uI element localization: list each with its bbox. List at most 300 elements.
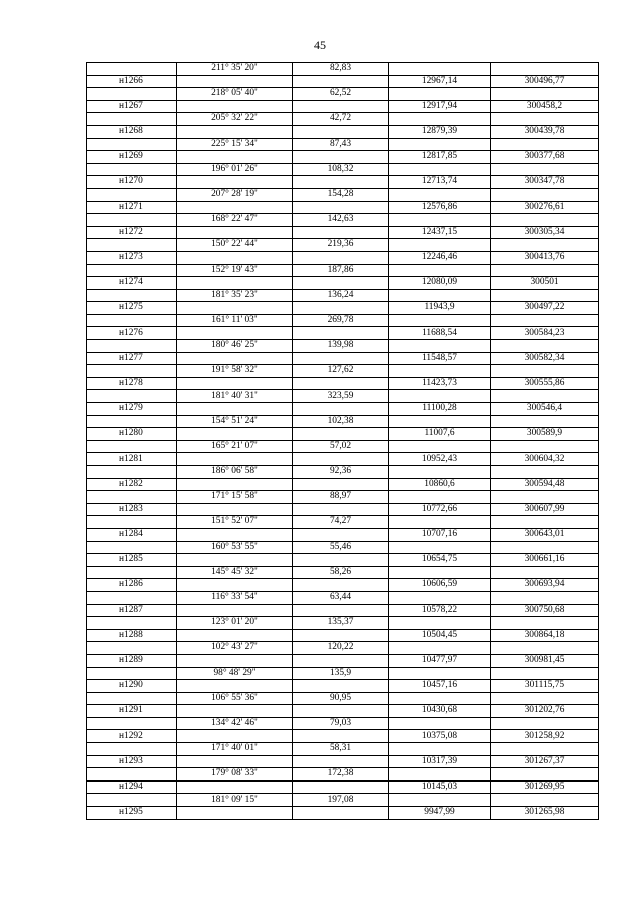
direction-angle-cell xyxy=(177,226,293,239)
table-row xyxy=(87,264,599,277)
direction-angle-cell: 145° 45' 32" xyxy=(177,566,293,579)
distance-cell xyxy=(293,503,389,516)
direction-angle-cell: 181° 09' 15" xyxy=(177,794,293,807)
table-row xyxy=(87,528,599,541)
point-name-cell xyxy=(87,692,177,705)
table-row xyxy=(87,579,599,592)
direction-angle-cell: 134° 42' 46" xyxy=(177,717,293,730)
y-coordinate-cell: 300584,23 xyxy=(491,327,599,340)
distance-cell: 63,44 xyxy=(293,591,389,604)
point-name-cell: н1286 xyxy=(87,579,177,592)
y-coordinate-cell xyxy=(491,566,599,579)
distance-cell xyxy=(293,403,389,416)
distance-cell xyxy=(293,226,389,239)
x-coordinate-cell xyxy=(389,794,491,807)
point-name-cell: н1287 xyxy=(87,604,177,617)
point-name-cell: н1284 xyxy=(87,528,177,541)
distance-cell: 57,02 xyxy=(293,440,389,453)
x-coordinate-cell: 12246,46 xyxy=(389,251,491,264)
x-coordinate-cell: 12713,74 xyxy=(389,176,491,189)
table-row xyxy=(87,314,599,327)
point-name-cell xyxy=(87,642,177,655)
table-row xyxy=(87,390,599,403)
table-row xyxy=(87,113,599,126)
x-coordinate-cell: 10772,66 xyxy=(389,503,491,516)
table-row xyxy=(87,617,599,630)
table-row xyxy=(87,453,599,466)
distance-cell: 219,36 xyxy=(293,239,389,252)
distance-cell: 74,27 xyxy=(293,516,389,529)
distance-cell xyxy=(293,125,389,138)
distance-cell: 92,36 xyxy=(293,466,389,479)
x-coordinate-cell: 10578,22 xyxy=(389,604,491,617)
point-name-cell: н1268 xyxy=(87,125,177,138)
point-name-cell xyxy=(87,63,177,76)
table-row xyxy=(87,214,599,227)
distance-cell: 323,59 xyxy=(293,390,389,403)
x-coordinate-cell xyxy=(389,768,491,781)
table-row xyxy=(87,302,599,315)
point-name-cell: н1294 xyxy=(87,781,177,794)
distance-cell xyxy=(293,176,389,189)
x-coordinate-cell: 10430,68 xyxy=(389,705,491,718)
point-name-cell xyxy=(87,794,177,807)
direction-angle-cell: 152° 19' 43" xyxy=(177,264,293,277)
x-coordinate-cell xyxy=(389,63,491,76)
point-name-cell: н1283 xyxy=(87,503,177,516)
direction-angle-cell: 102° 43' 27" xyxy=(177,642,293,655)
table-row xyxy=(87,63,599,76)
y-coordinate-cell xyxy=(491,717,599,730)
point-name-cell: н1275 xyxy=(87,302,177,315)
point-name-cell: н1266 xyxy=(87,75,177,88)
direction-angle-cell: 225° 15' 34" xyxy=(177,138,293,151)
distance-cell xyxy=(293,327,389,340)
table-row xyxy=(87,151,599,164)
distance-cell: 154,28 xyxy=(293,188,389,201)
direction-angle-cell xyxy=(177,100,293,113)
distance-cell xyxy=(293,428,389,441)
direction-angle-cell: 186° 06' 58" xyxy=(177,466,293,479)
direction-angle-cell xyxy=(177,629,293,642)
table-row xyxy=(87,251,599,264)
point-name-cell xyxy=(87,617,177,630)
table-row xyxy=(87,503,599,516)
distance-cell: 79,03 xyxy=(293,717,389,730)
direction-angle-cell: 211° 35' 20" xyxy=(177,63,293,76)
table-row xyxy=(87,554,599,567)
table-row xyxy=(87,807,599,820)
y-coordinate-cell xyxy=(491,617,599,630)
direction-angle-cell: 160° 53' 55" xyxy=(177,541,293,554)
x-coordinate-cell: 12967,14 xyxy=(389,75,491,88)
distance-cell: 87,43 xyxy=(293,138,389,151)
direction-angle-cell: 171° 15' 58" xyxy=(177,491,293,504)
direction-angle-cell xyxy=(177,302,293,315)
table-row xyxy=(87,730,599,743)
direction-angle-cell: 179° 08' 33" xyxy=(177,768,293,781)
distance-cell xyxy=(293,251,389,264)
distance-cell xyxy=(293,151,389,164)
y-coordinate-cell xyxy=(491,415,599,428)
y-coordinate-cell xyxy=(491,63,599,76)
table-row xyxy=(87,755,599,768)
point-name-cell xyxy=(87,743,177,756)
table-row xyxy=(87,365,599,378)
y-coordinate-cell: 300750,68 xyxy=(491,604,599,617)
y-coordinate-cell: 300413,76 xyxy=(491,251,599,264)
x-coordinate-cell: 12817,85 xyxy=(389,151,491,164)
point-name-cell xyxy=(87,667,177,680)
point-name-cell xyxy=(87,768,177,781)
point-name-cell xyxy=(87,566,177,579)
distance-cell xyxy=(293,554,389,567)
coordinates-table-body xyxy=(87,63,599,820)
point-name-cell: н1290 xyxy=(87,680,177,693)
table-row xyxy=(87,794,599,807)
y-coordinate-cell: 300496,77 xyxy=(491,75,599,88)
distance-cell xyxy=(293,755,389,768)
y-coordinate-cell xyxy=(491,768,599,781)
y-coordinate-cell xyxy=(491,390,599,403)
direction-angle-cell: 181° 35' 23" xyxy=(177,289,293,302)
y-coordinate-cell xyxy=(491,365,599,378)
point-name-cell xyxy=(87,516,177,529)
y-coordinate-cell: 301258,92 xyxy=(491,730,599,743)
direction-angle-cell: 98° 48' 29" xyxy=(177,667,293,680)
y-coordinate-cell: 301267,37 xyxy=(491,755,599,768)
direction-angle-cell xyxy=(177,151,293,164)
point-name-cell xyxy=(87,440,177,453)
y-coordinate-cell: 300661,16 xyxy=(491,554,599,567)
y-coordinate-cell xyxy=(491,214,599,227)
point-name-cell: н1279 xyxy=(87,403,177,416)
x-coordinate-cell xyxy=(389,642,491,655)
point-name-cell xyxy=(87,491,177,504)
point-name-cell xyxy=(87,365,177,378)
point-name-cell xyxy=(87,188,177,201)
x-coordinate-cell xyxy=(389,516,491,529)
table-row xyxy=(87,516,599,529)
table-row xyxy=(87,654,599,667)
x-coordinate-cell xyxy=(389,264,491,277)
table-row xyxy=(87,239,599,252)
distance-cell xyxy=(293,100,389,113)
x-coordinate-cell xyxy=(389,88,491,101)
distance-cell xyxy=(293,75,389,88)
distance-cell xyxy=(293,654,389,667)
table-row xyxy=(87,466,599,479)
x-coordinate-cell: 10477,97 xyxy=(389,654,491,667)
table-row xyxy=(87,75,599,88)
point-name-cell: н1295 xyxy=(87,807,177,820)
distance-cell: 127,62 xyxy=(293,365,389,378)
table-row xyxy=(87,201,599,214)
distance-cell xyxy=(293,302,389,315)
direction-angle-cell xyxy=(177,807,293,820)
table-row xyxy=(87,352,599,365)
table-row xyxy=(87,176,599,189)
direction-angle-cell: 168° 22' 47" xyxy=(177,214,293,227)
table-row xyxy=(87,277,599,290)
x-coordinate-cell xyxy=(389,163,491,176)
y-coordinate-cell xyxy=(491,491,599,504)
direction-angle-cell xyxy=(177,201,293,214)
y-coordinate-cell: 301269,95 xyxy=(491,781,599,794)
point-name-cell xyxy=(87,340,177,353)
x-coordinate-cell xyxy=(389,591,491,604)
point-name-cell: н1280 xyxy=(87,428,177,441)
y-coordinate-cell xyxy=(491,541,599,554)
x-coordinate-cell xyxy=(389,214,491,227)
table-row xyxy=(87,340,599,353)
direction-angle-cell: 181° 40' 31" xyxy=(177,390,293,403)
table-row xyxy=(87,100,599,113)
x-coordinate-cell: 11688,54 xyxy=(389,327,491,340)
table-row xyxy=(87,125,599,138)
x-coordinate-cell: 12576,86 xyxy=(389,201,491,214)
direction-angle-cell xyxy=(177,75,293,88)
table-row xyxy=(87,327,599,340)
y-coordinate-cell xyxy=(491,113,599,126)
y-coordinate-cell: 300497,22 xyxy=(491,302,599,315)
distance-cell xyxy=(293,377,389,390)
y-coordinate-cell xyxy=(491,138,599,151)
point-name-cell: н1272 xyxy=(87,226,177,239)
x-coordinate-cell: 12437,15 xyxy=(389,226,491,239)
table-row xyxy=(87,591,599,604)
y-coordinate-cell xyxy=(491,516,599,529)
direction-angle-cell: 205° 32' 22" xyxy=(177,113,293,126)
y-coordinate-cell: 300589,9 xyxy=(491,428,599,441)
table-row xyxy=(87,692,599,705)
direction-angle-cell xyxy=(177,277,293,290)
table-row xyxy=(87,768,599,781)
y-coordinate-cell xyxy=(491,163,599,176)
distance-cell: 120,22 xyxy=(293,642,389,655)
y-coordinate-cell xyxy=(491,794,599,807)
point-name-cell xyxy=(87,541,177,554)
x-coordinate-cell: 10375,08 xyxy=(389,730,491,743)
x-coordinate-cell: 10145,03 xyxy=(389,781,491,794)
direction-angle-cell: 165° 21' 07" xyxy=(177,440,293,453)
x-coordinate-cell xyxy=(389,491,491,504)
direction-angle-cell: 196° 01' 26" xyxy=(177,163,293,176)
point-name-cell xyxy=(87,264,177,277)
x-coordinate-cell xyxy=(389,566,491,579)
y-coordinate-cell xyxy=(491,289,599,302)
point-name-cell: н1292 xyxy=(87,730,177,743)
table-row xyxy=(87,604,599,617)
x-coordinate-cell xyxy=(389,466,491,479)
distance-cell: 55,46 xyxy=(293,541,389,554)
x-coordinate-cell xyxy=(389,113,491,126)
distance-cell xyxy=(293,528,389,541)
x-coordinate-cell: 11548,57 xyxy=(389,352,491,365)
direction-angle-cell xyxy=(177,176,293,189)
x-coordinate-cell xyxy=(389,717,491,730)
y-coordinate-cell: 300276,61 xyxy=(491,201,599,214)
point-name-cell: н1293 xyxy=(87,755,177,768)
point-name-cell: н1273 xyxy=(87,251,177,264)
direction-angle-cell xyxy=(177,428,293,441)
distance-cell: 82,83 xyxy=(293,63,389,76)
x-coordinate-cell: 10457,16 xyxy=(389,680,491,693)
y-coordinate-cell: 300604,32 xyxy=(491,453,599,466)
point-name-cell: н1274 xyxy=(87,277,177,290)
y-coordinate-cell: 300501 xyxy=(491,277,599,290)
y-coordinate-cell xyxy=(491,239,599,252)
direction-angle-cell xyxy=(177,251,293,264)
x-coordinate-cell xyxy=(389,390,491,403)
direction-angle-cell xyxy=(177,730,293,743)
point-name-cell xyxy=(87,88,177,101)
direction-angle-cell xyxy=(177,528,293,541)
y-coordinate-cell: 300643,01 xyxy=(491,528,599,541)
distance-cell xyxy=(293,478,389,491)
table-row xyxy=(87,667,599,680)
distance-cell xyxy=(293,629,389,642)
distance-cell: 108,32 xyxy=(293,163,389,176)
x-coordinate-cell: 10654,75 xyxy=(389,554,491,567)
table-row xyxy=(87,377,599,390)
x-coordinate-cell: 10606,59 xyxy=(389,579,491,592)
point-name-cell xyxy=(87,591,177,604)
x-coordinate-cell: 11943,9 xyxy=(389,302,491,315)
distance-cell: 62,52 xyxy=(293,88,389,101)
table-row xyxy=(87,743,599,756)
y-coordinate-cell xyxy=(491,591,599,604)
table-row xyxy=(87,566,599,579)
distance-cell xyxy=(293,277,389,290)
x-coordinate-cell: 12879,39 xyxy=(389,125,491,138)
distance-cell: 187,86 xyxy=(293,264,389,277)
direction-angle-cell: 123° 01' 20" xyxy=(177,617,293,630)
distance-cell xyxy=(293,579,389,592)
table-row xyxy=(87,415,599,428)
direction-angle-cell xyxy=(177,604,293,617)
point-name-cell xyxy=(87,138,177,151)
distance-cell xyxy=(293,730,389,743)
direction-angle-cell xyxy=(177,352,293,365)
direction-angle-cell xyxy=(177,478,293,491)
y-coordinate-cell: 300864,18 xyxy=(491,629,599,642)
y-coordinate-cell xyxy=(491,743,599,756)
direction-angle-cell xyxy=(177,453,293,466)
point-name-cell: н1267 xyxy=(87,100,177,113)
distance-cell: 90,95 xyxy=(293,692,389,705)
distance-cell: 136,24 xyxy=(293,289,389,302)
direction-angle-cell: 171° 40' 01" xyxy=(177,743,293,756)
y-coordinate-cell xyxy=(491,188,599,201)
point-name-cell xyxy=(87,239,177,252)
table-row xyxy=(87,491,599,504)
y-coordinate-cell: 301115,75 xyxy=(491,680,599,693)
y-coordinate-cell: 300377,68 xyxy=(491,151,599,164)
coordinates-table xyxy=(86,62,599,820)
y-coordinate-cell: 301265,98 xyxy=(491,807,599,820)
table-row xyxy=(87,289,599,302)
direction-angle-cell: 116° 33' 54" xyxy=(177,591,293,604)
table-row xyxy=(87,428,599,441)
x-coordinate-cell: 11100,28 xyxy=(389,403,491,416)
direction-angle-cell xyxy=(177,654,293,667)
table-row xyxy=(87,781,599,794)
x-coordinate-cell xyxy=(389,692,491,705)
table-row xyxy=(87,717,599,730)
table-row xyxy=(87,440,599,453)
direction-angle-cell xyxy=(177,125,293,138)
x-coordinate-cell xyxy=(389,743,491,756)
distance-cell: 139,98 xyxy=(293,340,389,353)
point-name-cell: н1277 xyxy=(87,352,177,365)
distance-cell: 142,63 xyxy=(293,214,389,227)
x-coordinate-cell: 10952,43 xyxy=(389,453,491,466)
point-name-cell xyxy=(87,289,177,302)
x-coordinate-cell: 10707,16 xyxy=(389,528,491,541)
direction-angle-cell xyxy=(177,503,293,516)
direction-angle-cell xyxy=(177,755,293,768)
x-coordinate-cell xyxy=(389,667,491,680)
y-coordinate-cell: 300582,34 xyxy=(491,352,599,365)
y-coordinate-cell xyxy=(491,642,599,655)
point-name-cell: н1269 xyxy=(87,151,177,164)
x-coordinate-cell xyxy=(389,440,491,453)
y-coordinate-cell: 300981,45 xyxy=(491,654,599,667)
distance-cell xyxy=(293,201,389,214)
point-name-cell: н1282 xyxy=(87,478,177,491)
y-coordinate-cell: 300555,86 xyxy=(491,377,599,390)
x-coordinate-cell: 10860,6 xyxy=(389,478,491,491)
distance-cell: 172,38 xyxy=(293,768,389,781)
y-coordinate-cell: 300347,78 xyxy=(491,176,599,189)
point-name-cell: н1288 xyxy=(87,629,177,642)
table-row xyxy=(87,226,599,239)
y-coordinate-cell: 301202,76 xyxy=(491,705,599,718)
point-name-cell: н1278 xyxy=(87,377,177,390)
x-coordinate-cell: 10317,39 xyxy=(389,755,491,768)
x-coordinate-cell xyxy=(389,138,491,151)
direction-angle-cell: 207° 28' 19" xyxy=(177,188,293,201)
direction-angle-cell: 191° 58' 32" xyxy=(177,365,293,378)
direction-angle-cell: 180° 46' 25" xyxy=(177,340,293,353)
distance-cell: 197,08 xyxy=(293,794,389,807)
y-coordinate-cell: 300693,94 xyxy=(491,579,599,592)
y-coordinate-cell: 300439,78 xyxy=(491,125,599,138)
table-row xyxy=(87,138,599,151)
point-name-cell: н1271 xyxy=(87,201,177,214)
y-coordinate-cell xyxy=(491,264,599,277)
y-coordinate-cell xyxy=(491,692,599,705)
distance-cell: 102,38 xyxy=(293,415,389,428)
x-coordinate-cell xyxy=(389,415,491,428)
direction-angle-cell: 161° 11' 03" xyxy=(177,314,293,327)
distance-cell xyxy=(293,807,389,820)
y-coordinate-cell: 300458,2 xyxy=(491,100,599,113)
direction-angle-cell xyxy=(177,377,293,390)
distance-cell xyxy=(293,680,389,693)
table-row xyxy=(87,403,599,416)
point-name-cell xyxy=(87,214,177,227)
x-coordinate-cell: 9947,99 xyxy=(389,807,491,820)
direction-angle-cell: 218° 05' 40" xyxy=(177,88,293,101)
x-coordinate-cell: 12080,09 xyxy=(389,277,491,290)
y-coordinate-cell: 300594,48 xyxy=(491,478,599,491)
point-name-cell xyxy=(87,415,177,428)
distance-cell xyxy=(293,352,389,365)
distance-cell: 58,31 xyxy=(293,743,389,756)
point-name-cell: н1281 xyxy=(87,453,177,466)
